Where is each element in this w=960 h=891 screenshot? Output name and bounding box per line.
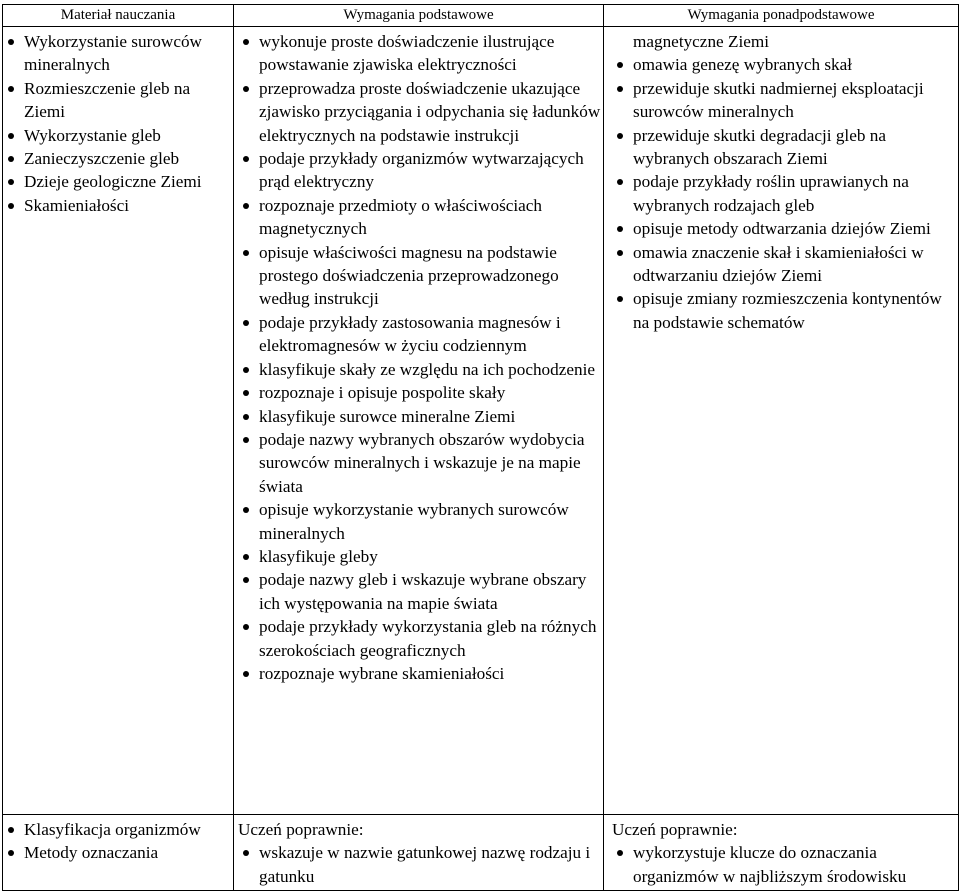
basic-requirements-cell	[234, 815, 604, 891]
requirement-item: rozpoznaje i opisuje pospolite skały	[238, 381, 601, 404]
header-material: Materiał nauczania	[3, 5, 234, 27]
header-basic: Wymagania podstawowe	[234, 5, 604, 27]
requirement-item: przewiduje skutki nadmiernej eksploatacji surowców mineralnych	[612, 77, 956, 124]
requirement-item: podaje przykłady zastosowania magnesów i elektromagnesów w życiu codziennym	[238, 311, 601, 358]
material-item: Metody oznaczania	[7, 841, 231, 864]
requirement-item: klasyfikuje gleby	[238, 545, 601, 568]
requirement-item: opisuje metody odtwarzania dziejów Ziemi	[612, 217, 956, 240]
table-row	[3, 815, 959, 891]
material-item: Wykorzystanie surowców mineralnych	[7, 30, 231, 77]
material-cell	[3, 815, 234, 891]
material-item: Skamieniałości	[7, 194, 231, 217]
continued-text: magnetyczne Ziemi	[633, 32, 770, 51]
advanced-requirements-cell	[604, 815, 959, 891]
requirement-item: przeprowadza proste doświadczenie ukazujące zjawisko przyciągania i odpychania się ładunków elektrycznych na podstawie instrukcji	[238, 77, 601, 147]
header-row	[3, 5, 959, 27]
requirement-item: omawia znaczenie skał i skamieniałości w odtwarzaniu dziejów Ziemi	[612, 241, 956, 288]
table-row	[3, 27, 959, 815]
requirement-item: podaje nazwy gleb i wskazuje wybrane obszary ich występowania na mapie świata	[238, 568, 601, 615]
material-item: Dzieje geologiczne Ziemi	[7, 170, 231, 193]
requirement-item: wykonuje proste doświadczenie ilustrujące powstawanie zjawiska elektryczności	[238, 30, 601, 77]
requirements-table	[2, 4, 959, 891]
requirement-item: podaje przykłady wykorzystania gleb na różnych szerokościach geograficznych	[238, 615, 601, 662]
requirement-item: podaje przykłady organizmów wytwarzających prąd elektryczny	[238, 147, 601, 194]
header-advanced: Wymagania ponadpodstawowe	[604, 5, 959, 27]
material-item: Rozmieszczenie gleb na Ziemi	[7, 77, 231, 124]
material-item: Wykorzystanie gleb	[7, 124, 231, 147]
requirement-item: rozpoznaje wybrane skamieniałości	[238, 662, 601, 685]
requirement-item: opisuje zmiany rozmieszczenia kontynentów na podstawie schematów	[612, 287, 956, 334]
requirement-item: klasyfikuje surowce mineralne Ziemi	[238, 405, 601, 428]
requirement-item: przewiduje skutki degradacji gleb na wybranych obszarach Ziemi	[612, 124, 956, 171]
advanced-requirements-cell	[604, 27, 959, 815]
requirement-item: omawia genezę wybranych skał	[612, 53, 956, 76]
requirement-item: wykorzystuje klucze do oznaczania organizmów w najbliższym środowisku	[612, 841, 956, 888]
requirement-item: opisuje właściwości magnesu na podstawie prostego doświadczenia przeprowadzonego według instrukcji	[238, 241, 601, 311]
basic-requirements-cell	[234, 27, 604, 815]
requirement-item: opisuje wykorzystanie wybranych surowców mineralnych	[238, 498, 601, 545]
material-item: Klasyfikacja organizmów	[7, 818, 231, 841]
requirement-item: podaje przykłady roślin uprawianych na wybranych rodzajach gleb	[612, 170, 956, 217]
requirement-item: klasyfikuje skały ze względu na ich pochodzenie	[238, 358, 601, 381]
requirement-item: wskazuje w nazwie gatunkowej nazwę rodzaju i gatunku	[238, 841, 601, 888]
material-item: Zanieczyszczenie gleb	[7, 147, 231, 170]
requirement-item: podaje nazwy wybranych obszarów wydobycia surowców mineralnych i wskazuje je na mapie świata	[238, 428, 601, 498]
intro-text: Uczeń poprawnie:	[238, 820, 364, 839]
material-cell	[3, 27, 234, 815]
requirement-item: rozpoznaje przedmioty o właściwościach magnetycznych	[238, 194, 601, 241]
intro-text: Uczeń poprawnie:	[612, 820, 738, 839]
